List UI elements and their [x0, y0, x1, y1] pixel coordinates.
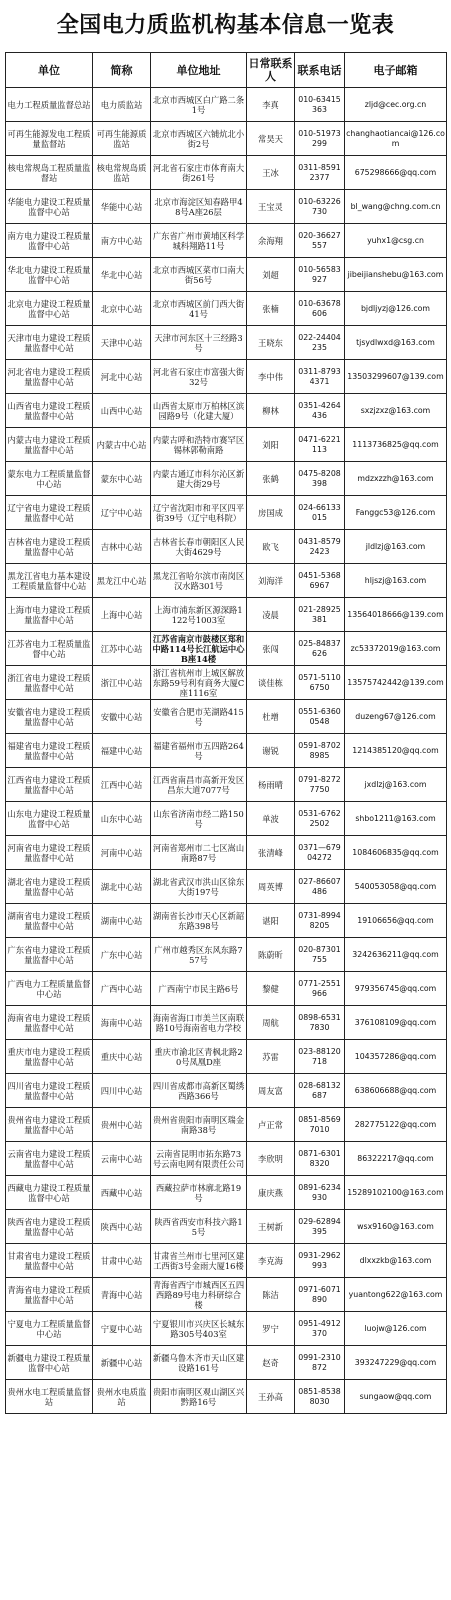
table-row	[6, 1210, 447, 1244]
address-cell: 内蒙古呼和浩特市赛罕区锡林郭勒南路	[151, 428, 247, 462]
table-row	[6, 1142, 447, 1176]
unit-name-cell: 江苏省电力工程质量监督中心站	[6, 632, 93, 666]
table-row	[6, 938, 447, 972]
email-cell: 393247229@qq.com	[345, 1346, 447, 1380]
contact-cell: 周航	[247, 1006, 295, 1040]
unit-name-cell: 陕西省电力建设工程质量监督中心站	[6, 1210, 93, 1244]
table-row	[6, 1244, 447, 1278]
address-cell: 江西省南昌市高新开发区昌东大道7077号	[151, 768, 247, 802]
address-cell: 吉林省长春市朝阳区人民大街4629号	[151, 530, 247, 564]
unit-name-cell: 海南省电力建设工程质量监督中心站	[6, 1006, 93, 1040]
short-name-cell: 江苏中心站	[93, 632, 151, 666]
phone-cell: 0771-2551966	[295, 972, 345, 1006]
address-cell: 贵州省贵阳市南明区瑞金南路38号	[151, 1108, 247, 1142]
header-email: 电子邮箱	[345, 53, 447, 88]
unit-name-cell: 上海市电力建设工程质量监督中心站	[6, 598, 93, 632]
address-cell: 湖南省长沙市天心区新韶东路398号	[151, 904, 247, 938]
unit-name-cell: 山西省电力建设工程质量监督中心站	[6, 394, 93, 428]
header-unit: 单位	[6, 53, 93, 88]
table-row	[6, 802, 447, 836]
short-name-cell: 江西中心站	[93, 768, 151, 802]
table-row	[6, 768, 447, 802]
address-cell: 山东省济南市经二路150号	[151, 802, 247, 836]
table-row	[6, 972, 447, 1006]
email-cell: 13564018666@139.com	[345, 598, 447, 632]
short-name-cell: 宁夏中心站	[93, 1312, 151, 1346]
phone-cell: 0891-6234930	[295, 1176, 345, 1210]
phone-cell: 023-88120718	[295, 1040, 345, 1074]
table-row	[6, 122, 447, 156]
contact-cell: 张楠	[247, 292, 295, 326]
email-cell: sxzjzxz@163.com	[345, 394, 447, 428]
contact-cell: 刘阳	[247, 428, 295, 462]
email-cell: yuantong622@163.com	[345, 1278, 447, 1312]
short-name-cell: 电力质监站	[93, 88, 151, 122]
email-cell: Fanggc53@126.com	[345, 496, 447, 530]
phone-cell: 020-36627557	[295, 224, 345, 258]
contact-cell: 柳林	[247, 394, 295, 428]
short-name-cell: 广东中心站	[93, 938, 151, 972]
phone-cell: 0591-87028985	[295, 734, 345, 768]
short-name-cell: 吉林中心站	[93, 530, 151, 564]
contact-cell: 谈佳栋	[247, 666, 295, 700]
unit-name-cell: 新疆电力建设工程质量监督中心站	[6, 1346, 93, 1380]
address-cell: 安徽省合肥市芜湖路415号	[151, 700, 247, 734]
address-cell: 北京市西城区前门西大街41号	[151, 292, 247, 326]
unit-name-cell: 吉林省电力建设工程质量监督中心站	[6, 530, 93, 564]
address-cell: 广西南宁市民主路6号	[151, 972, 247, 1006]
phone-cell: 028-68132687	[295, 1074, 345, 1108]
contact-cell: 黎健	[247, 972, 295, 1006]
address-cell: 辽宁省沈阳市和平区四平街39号（辽宁电科院）	[151, 496, 247, 530]
contact-cell: 杨雨晴	[247, 768, 295, 802]
phone-cell: 0351-4264436	[295, 394, 345, 428]
email-cell: 638606688@qq.com	[345, 1074, 447, 1108]
email-cell: 13503299607@139.com	[345, 360, 447, 394]
short-name-cell: 湖南中心站	[93, 904, 151, 938]
unit-name-cell: 内蒙古电力建设工程质量监督中心站	[6, 428, 93, 462]
table-row	[6, 904, 447, 938]
contact-cell: 王冰	[247, 156, 295, 190]
address-cell: 河北省石家庄市体育南大街261号	[151, 156, 247, 190]
address-cell: 广东省广州市黄埔区科学城科翔路11号	[151, 224, 247, 258]
short-name-cell: 重庆中心站	[93, 1040, 151, 1074]
address-cell: 西藏拉萨市林廓北路19号	[151, 1176, 247, 1210]
table-row	[6, 394, 447, 428]
unit-name-cell: 浙江省电力建设工程质量监督中心站	[6, 666, 93, 700]
contact-cell: 凌晨	[247, 598, 295, 632]
contact-cell: 周英博	[247, 870, 295, 904]
short-name-cell: 陕西中心站	[93, 1210, 151, 1244]
phone-cell: 0851-85388030	[295, 1380, 345, 1414]
phone-cell: 0791-82727750	[295, 768, 345, 802]
phone-cell: 0451-53686967	[295, 564, 345, 598]
phone-cell: 022-24404235	[295, 326, 345, 360]
short-name-cell: 海南中心站	[93, 1006, 151, 1040]
table-row	[6, 734, 447, 768]
email-cell: shbo1211@163.com	[345, 802, 447, 836]
short-name-cell: 山东中心站	[93, 802, 151, 836]
table-row	[6, 1006, 447, 1040]
unit-name-cell: 山东电力建设工程质量监督中心站	[6, 802, 93, 836]
short-name-cell: 南方中心站	[93, 224, 151, 258]
table-row	[6, 1176, 447, 1210]
unit-name-cell: 华能电力建设工程质量监督中心站	[6, 190, 93, 224]
email-cell: 15289102100@163.com	[345, 1176, 447, 1210]
short-name-cell: 河南中心站	[93, 836, 151, 870]
table-row	[6, 496, 447, 530]
unit-name-cell: 河南省电力建设工程质量监督中心站	[6, 836, 93, 870]
table-row	[6, 870, 447, 904]
short-name-cell: 新疆中心站	[93, 1346, 151, 1380]
short-name-cell: 西藏中心站	[93, 1176, 151, 1210]
unit-name-cell: 河北省电力建设工程质量监督中心站	[6, 360, 93, 394]
email-cell: 282775122@qq.com	[345, 1108, 447, 1142]
email-cell: dlxxzkb@163.com	[345, 1244, 447, 1278]
unit-name-cell: 重庆市电力建设工程质量监督中心站	[6, 1040, 93, 1074]
address-cell: 北京市海淀区知春路甲48号A座26层	[151, 190, 247, 224]
short-name-cell: 蒙东中心站	[93, 462, 151, 496]
unit-name-cell: 广东省电力建设工程质量监督中心站	[6, 938, 93, 972]
short-name-cell: 安徽中心站	[93, 700, 151, 734]
unit-name-cell: 可再生能源发电工程质量监督站	[6, 122, 93, 156]
unit-name-cell: 天津市电力建设工程质量监督中心站	[6, 326, 93, 360]
table-row	[6, 156, 447, 190]
address-cell: 河南省郑州市二七区嵩山南路87号	[151, 836, 247, 870]
phone-cell: 0851-85697010	[295, 1108, 345, 1142]
phone-cell: 0551-63600548	[295, 700, 345, 734]
address-cell: 北京市西城区六铺炕北小街2号	[151, 122, 247, 156]
phone-cell: 0371—67904272	[295, 836, 345, 870]
info-table	[5, 52, 447, 1414]
table-row	[6, 1380, 447, 1414]
unit-name-cell: 湖北省电力建设工程质量监督中心站	[6, 870, 93, 904]
email-cell: bl_wang@chng.com.cn	[345, 190, 447, 224]
unit-name-cell: 甘肃省电力建设工程质量监督中心站	[6, 1244, 93, 1278]
unit-name-cell: 黑龙江省电力基本建设工程质量监督中心站	[6, 564, 93, 598]
table-row	[6, 564, 447, 598]
unit-name-cell: 安徽省电力建设工程质量监督中心站	[6, 700, 93, 734]
table-row	[6, 836, 447, 870]
email-cell: jibeijianshebu@163.com	[345, 258, 447, 292]
email-cell: 376108109@qq.com	[345, 1006, 447, 1040]
address-cell: 内蒙古通辽市科尔沁区新建大街29号	[151, 462, 247, 496]
header-contact: 日常联系人	[247, 53, 295, 88]
table-row	[6, 1346, 447, 1380]
contact-cell: 康庆燕	[247, 1176, 295, 1210]
contact-cell: 刘海洋	[247, 564, 295, 598]
short-name-cell: 核电常规岛质监站	[93, 156, 151, 190]
email-cell: 979356745@qq.com	[345, 972, 447, 1006]
unit-name-cell: 贵州水电工程质量监督站	[6, 1380, 93, 1414]
short-name-cell: 广西中心站	[93, 972, 151, 1006]
short-name-cell: 甘肃中心站	[93, 1244, 151, 1278]
contact-cell: 李欣明	[247, 1142, 295, 1176]
phone-cell: 029-62894395	[295, 1210, 345, 1244]
phone-cell: 0991-2310872	[295, 1346, 345, 1380]
contact-cell: 杜增	[247, 700, 295, 734]
address-cell: 重庆市渝北区青枫北路20号凤凰D座	[151, 1040, 247, 1074]
unit-name-cell: 贵州省电力建设工程质量监督中心站	[6, 1108, 93, 1142]
email-cell: bjdljyzj@126.com	[345, 292, 447, 326]
table-row	[6, 360, 447, 394]
contact-cell: 王树新	[247, 1210, 295, 1244]
email-cell: 13575742442@139.com	[345, 666, 447, 700]
phone-cell: 025-84837626	[295, 632, 345, 666]
short-name-cell: 浙江中心站	[93, 666, 151, 700]
table-row	[6, 326, 447, 360]
email-cell: zljd@cec.org.cn	[345, 88, 447, 122]
email-cell: 86322217@qq.com	[345, 1142, 447, 1176]
email-cell: zc53372019@163.com	[345, 632, 447, 666]
email-cell: 1214385120@qq.com	[345, 734, 447, 768]
email-cell: luojw@126.com	[345, 1312, 447, 1346]
address-cell: 青海省西宁市城西区五四西路89号电力科研综合楼	[151, 1278, 247, 1312]
phone-cell: 020-87301755	[295, 938, 345, 972]
address-cell: 上海市浦东新区源深路1122号1003室	[151, 598, 247, 632]
phone-cell: 0871-63018320	[295, 1142, 345, 1176]
unit-name-cell: 广西电力工程质量监督中心站	[6, 972, 93, 1006]
unit-name-cell: 西藏电力建设工程质量监督中心站	[6, 1176, 93, 1210]
contact-cell: 余海翔	[247, 224, 295, 258]
email-cell: mdzxzzh@163.com	[345, 462, 447, 496]
header-row	[6, 53, 447, 88]
phone-cell: 010-51973299	[295, 122, 345, 156]
unit-name-cell: 南方电力建设工程质量监督中心站	[6, 224, 93, 258]
table-row	[6, 666, 447, 700]
table-row	[6, 598, 447, 632]
phone-cell: 010-63678606	[295, 292, 345, 326]
contact-cell: 张鹤	[247, 462, 295, 496]
contact-cell: 谌阳	[247, 904, 295, 938]
contact-cell: 李真	[247, 88, 295, 122]
phone-cell: 010-63226730	[295, 190, 345, 224]
address-cell: 四川省成都市高新区蜀绣西路366号	[151, 1074, 247, 1108]
table-row	[6, 1108, 447, 1142]
contact-cell: 房国成	[247, 496, 295, 530]
email-cell: 1084606835@qq.com	[345, 836, 447, 870]
table-row	[6, 190, 447, 224]
email-cell: yuhx1@csg.cn	[345, 224, 447, 258]
phone-cell: 0475-8208398	[295, 462, 345, 496]
table-row	[6, 292, 447, 326]
short-name-cell: 天津中心站	[93, 326, 151, 360]
short-name-cell: 黑龙江中心站	[93, 564, 151, 598]
phone-cell: 0731-89948205	[295, 904, 345, 938]
email-cell: 19106656@qq.com	[345, 904, 447, 938]
unit-name-cell: 福建省电力建设工程质量监督中心站	[6, 734, 93, 768]
phone-cell: 010-63415363	[295, 88, 345, 122]
short-name-cell: 四川中心站	[93, 1074, 151, 1108]
unit-name-cell: 电力工程质量监督总站	[6, 88, 93, 122]
short-name-cell: 贵州水电质监站	[93, 1380, 151, 1414]
phone-cell: 021-28925381	[295, 598, 345, 632]
contact-cell: 单波	[247, 802, 295, 836]
email-cell: tjsydlwxd@163.com	[345, 326, 447, 360]
phone-cell: 027-86607486	[295, 870, 345, 904]
address-cell: 山西省太原市万柏林区滨园路9号（化建大厦）	[151, 394, 247, 428]
unit-name-cell: 核电常规岛工程质量监督站	[6, 156, 93, 190]
contact-cell: 李中伟	[247, 360, 295, 394]
email-cell: 675298666@qq.com	[345, 156, 447, 190]
contact-cell: 罗宁	[247, 1312, 295, 1346]
address-cell: 海南省海口市美兰区南联路10号海南省电力学校	[151, 1006, 247, 1040]
phone-cell: 024-66133015	[295, 496, 345, 530]
address-cell: 新疆乌鲁木齐市天山区建设路161号	[151, 1346, 247, 1380]
table-row	[6, 88, 447, 122]
contact-cell: 欧飞	[247, 530, 295, 564]
contact-cell: 谢锐	[247, 734, 295, 768]
phone-cell: 0898-65317830	[295, 1006, 345, 1040]
short-name-cell: 云南中心站	[93, 1142, 151, 1176]
phone-cell: 0931-2962993	[295, 1244, 345, 1278]
contact-cell: 刘超	[247, 258, 295, 292]
unit-name-cell: 北京电力建设工程质量监督中心站	[6, 292, 93, 326]
contact-cell: 张闯	[247, 632, 295, 666]
short-name-cell: 湖北中心站	[93, 870, 151, 904]
contact-cell: 张清峰	[247, 836, 295, 870]
email-cell: 1113736825@qq.com	[345, 428, 447, 462]
table-row	[6, 1040, 447, 1074]
address-cell: 北京市西城区菜市口南大街56号	[151, 258, 247, 292]
phone-cell: 0471-6221113	[295, 428, 345, 462]
contact-cell: 赵奇	[247, 1346, 295, 1380]
address-cell: 宁夏银川市兴庆区长城东路305号403室	[151, 1312, 247, 1346]
address-cell: 黑龙江省哈尔滨市南岗区汉水路301号	[151, 564, 247, 598]
table-row	[6, 428, 447, 462]
address-cell: 天津市河东区十三经路3号	[151, 326, 247, 360]
unit-name-cell: 华北电力建设工程质量监督中心站	[6, 258, 93, 292]
contact-cell: 陈洁	[247, 1278, 295, 1312]
phone-cell: 0571-51106750	[295, 666, 345, 700]
phone-cell: 0431-85792423	[295, 530, 345, 564]
email-cell: jldlzj@163.com	[345, 530, 447, 564]
contact-cell: 常昊天	[247, 122, 295, 156]
phone-cell: 0531-67622502	[295, 802, 345, 836]
short-name-cell: 山西中心站	[93, 394, 151, 428]
short-name-cell: 华北中心站	[93, 258, 151, 292]
address-cell: 北京市西城区白广路二条1号	[151, 88, 247, 122]
email-cell: 104357286@qq.com	[345, 1040, 447, 1074]
table-row	[6, 258, 447, 292]
contact-cell: 王晓东	[247, 326, 295, 360]
table-row	[6, 700, 447, 734]
address-cell: 河北省石家庄市富强大街32号	[151, 360, 247, 394]
contact-cell: 卢正常	[247, 1108, 295, 1142]
email-cell: jxdlzj@163.com	[345, 768, 447, 802]
contact-cell: 王宝灵	[247, 190, 295, 224]
short-name-cell: 贵州中心站	[93, 1108, 151, 1142]
phone-cell: 0311-87934371	[295, 360, 345, 394]
email-cell: changhaotiancai@126.com	[345, 122, 447, 156]
short-name-cell: 可再生能源质监站	[93, 122, 151, 156]
unit-name-cell: 湖南省电力建设工程质量监督中心站	[6, 904, 93, 938]
address-cell: 陕西省西安市科技六路15号	[151, 1210, 247, 1244]
address-cell: 江苏省南京市鼓楼区郑和中路114号长江航运中心B座14楼	[152, 633, 245, 664]
email-cell: 3242636211@qq.com	[345, 938, 447, 972]
table-row	[6, 530, 447, 564]
page-title: 全国电力质监机构基本信息一览表	[56, 13, 395, 38]
contact-cell: 李克海	[247, 1244, 295, 1278]
short-name-cell: 辽宁中心站	[93, 496, 151, 530]
address-cell: 浙江省杭州市上城区解放东路59号利有商务大厦C座1116室	[151, 666, 247, 700]
address-cell: 湖北省武汉市洪山区徐东大街197号	[151, 870, 247, 904]
contact-cell: 周友富	[247, 1074, 295, 1108]
unit-name-cell: 宁夏电力工程质量监督中心站	[6, 1312, 93, 1346]
header-address: 单位地址	[151, 53, 247, 88]
table-row	[6, 462, 447, 496]
unit-name-cell: 云南省电力建设工程质量监督中心站	[6, 1142, 93, 1176]
short-name-cell: 青海中心站	[93, 1278, 151, 1312]
short-name-cell: 上海中心站	[93, 598, 151, 632]
address-cell: 云南省昆明市拓东路73号云南电网有限责任公司	[151, 1142, 247, 1176]
table-row	[6, 1074, 447, 1108]
header-phone: 联系电话	[295, 53, 345, 88]
short-name-cell: 内蒙古中心站	[93, 428, 151, 462]
address-cell: 甘肃省兰州市七里河区建工西街3号金雨大厦16楼	[151, 1244, 247, 1278]
email-cell: hljszj@163.com	[345, 564, 447, 598]
email-cell: 540053058@qq.com	[345, 870, 447, 904]
short-name-cell: 华能中心站	[93, 190, 151, 224]
unit-name-cell: 青海省电力建设工程质量监督中心站	[6, 1278, 93, 1312]
phone-cell: 0951-4912370	[295, 1312, 345, 1346]
unit-name-cell: 江西省电力建设工程质量监督中心站	[6, 768, 93, 802]
table-row	[6, 1278, 447, 1312]
short-name-cell: 河北中心站	[93, 360, 151, 394]
address-cell: 贵阳市南明区观山湖区兴黔路16号	[151, 1380, 247, 1414]
header-short-name: 简称	[93, 53, 151, 88]
unit-name-cell: 蒙东电力工程质量监督中心站	[6, 462, 93, 496]
short-name-cell: 福建中心站	[93, 734, 151, 768]
email-cell: wsx9160@163.com	[345, 1210, 447, 1244]
contact-cell: 陈蔚昕	[247, 938, 295, 972]
unit-name-cell: 辽宁省电力建设工程质量监督中心站	[6, 496, 93, 530]
address-cell: 福建省福州市五四路264号	[151, 734, 247, 768]
phone-cell: 0971-6071890	[295, 1278, 345, 1312]
address-cell: 广州市越秀区东风东路757号	[151, 938, 247, 972]
phone-cell: 0311-85912377	[295, 156, 345, 190]
table-row	[6, 1312, 447, 1346]
contact-cell: 王孙高	[247, 1380, 295, 1414]
phone-cell: 010-56583927	[295, 258, 345, 292]
email-cell: duzeng67@126.com	[345, 700, 447, 734]
unit-name-cell: 四川省电力建设工程质量监督中心站	[6, 1074, 93, 1108]
email-cell: sungaow@qq.com	[345, 1380, 447, 1414]
table-row	[6, 224, 447, 258]
short-name-cell: 北京中心站	[93, 292, 151, 326]
table-row	[6, 632, 447, 666]
contact-cell: 苏雷	[247, 1040, 295, 1074]
